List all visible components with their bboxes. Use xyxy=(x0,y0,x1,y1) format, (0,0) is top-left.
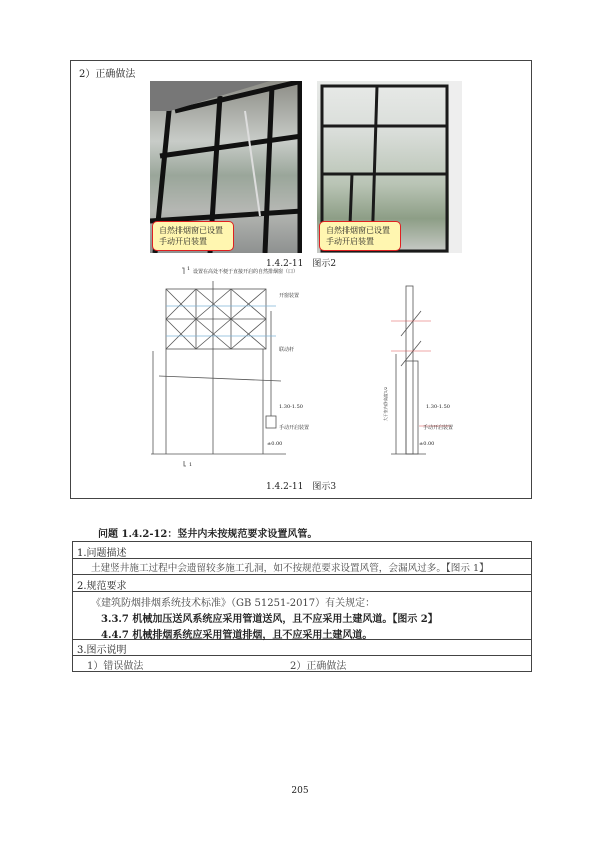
vertical-label: 大于室内净高度1/2 xyxy=(383,386,389,422)
label-open-device: 开窗装置 xyxy=(279,293,300,299)
figure-caption-2: 1.4.2-11 图示2 xyxy=(265,259,337,269)
section-2-item-1: 3.3.7 机械加压送风系统应采用管道送风，且不应采用土建风道。【图示 2】 xyxy=(101,614,438,625)
row-s2-title xyxy=(73,575,531,592)
section-2-title: 2.规范要求 xyxy=(77,581,127,592)
figure-box xyxy=(70,60,532,499)
technical-drawing xyxy=(151,266,471,476)
question-title: 问题 1.4.2-12：竖井内未按规范要求设置风管。 xyxy=(98,529,318,540)
correct-practice-label: 2）正确做法 xyxy=(290,661,347,672)
figure-caption-3: 1.4.2-11 图示3 xyxy=(265,482,337,492)
manual-device-right: 手动开启装置 xyxy=(423,425,454,431)
photo-callout-right: 自然排烟窗已设置手动开启装置 xyxy=(319,221,401,251)
row-s1-text xyxy=(73,558,531,575)
drawing-note-top: 设置在高处不便于直接开启的自然排烟窗（口） xyxy=(193,269,299,275)
section-mark-top: 1 xyxy=(187,266,191,272)
height-range-right: 1.30-1.50 xyxy=(426,404,450,410)
wrong-practice-label: 1）错误做法 xyxy=(87,661,144,672)
row-s3-title xyxy=(73,640,531,656)
height-range-left: 1.30-1.50 xyxy=(279,404,303,410)
section-2-text: 《建筑防烟排烟系统技术标准》（GB 51251-2017）有关规定： xyxy=(91,598,376,609)
section-3-title: 3.图示说明 xyxy=(77,645,127,656)
page-number: 205 xyxy=(291,786,309,796)
manual-device-left: 手动开启装置 xyxy=(279,425,310,431)
photo-window-left xyxy=(150,81,302,253)
section-1-text: 土建竖井施工过程中会遗留较多施工孔洞，如不按规范要求设置风管，会漏风过多。【图示 1】 xyxy=(91,563,489,574)
photo-callout-left: 自然排烟窗已设置手动开启装置 xyxy=(152,221,234,251)
row-s1-title xyxy=(73,542,531,559)
zero-right: ±0.00 xyxy=(419,441,435,447)
section-mark-bottom: 1 xyxy=(189,462,193,468)
section-heading: 2）正确做法 xyxy=(79,69,136,80)
zero-left: ±0.00 xyxy=(267,441,283,447)
section-2-item-2: 4.4.7 机械排烟系统应采用管道排烟，且不应采用土建风道。 xyxy=(101,630,373,641)
issue-table xyxy=(72,541,532,672)
section-1-title: 1.问题描述 xyxy=(77,548,127,559)
photo-window-right xyxy=(317,81,462,253)
label-link-rod: 联动杆 xyxy=(279,347,295,353)
